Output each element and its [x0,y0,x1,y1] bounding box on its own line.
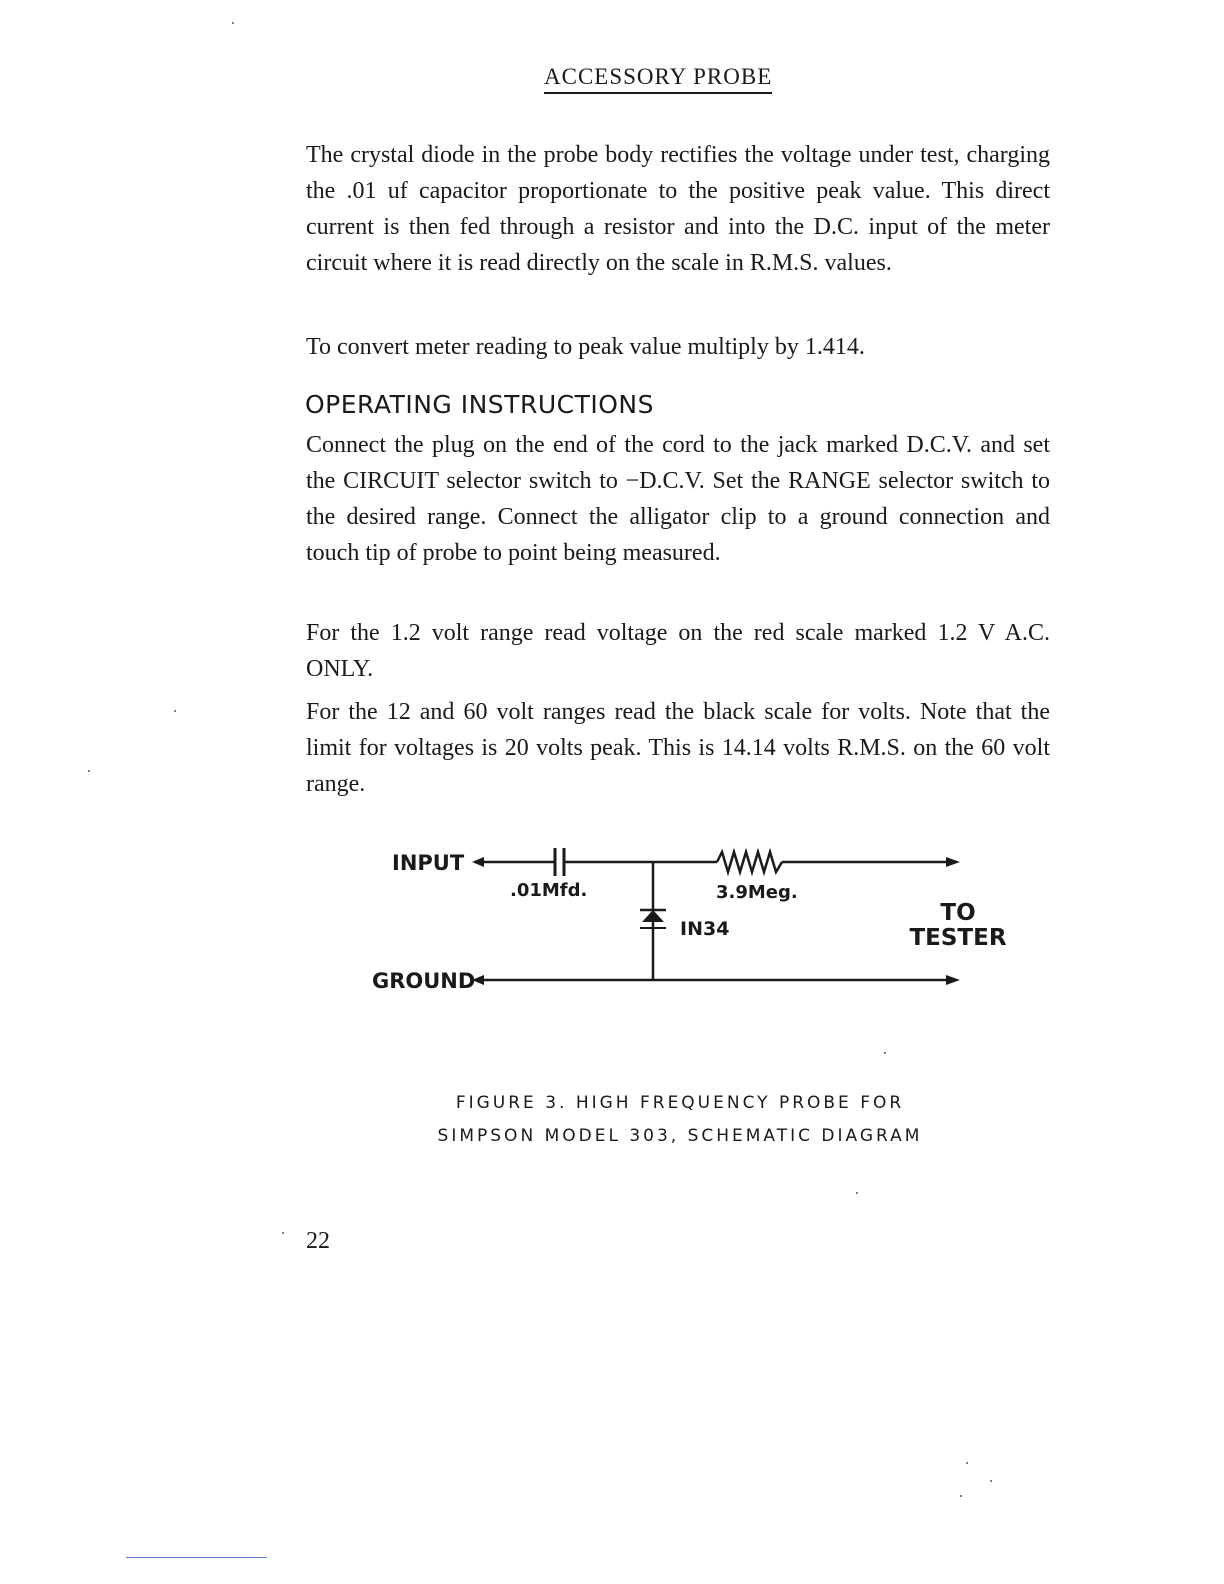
schematic-diagram [360,840,1020,1010]
diode-label: IN34 [680,918,730,940]
section-heading: OPERATING INSTRUCTIONS [305,390,654,419]
scan-speck [174,710,176,712]
instruction-paragraph-connect: Connect the plug on the end of the cord to the jack marked D.C.V. and set the CIRCUIT selector switch to −D.C.V. Set the RANGE selector switch to the desired range. Connect the alligator clip to a ground connection and touch tip of probe to point being measured. [306,432,1050,566]
page-number: 22 [306,1228,330,1254]
scan-speck [960,1495,962,1497]
scan-speck [990,1480,992,1482]
resistor-symbol [717,852,782,872]
figure-caption-line-2: SIMPSON MODEL 303, SCHEMATIC DIAGRAM [437,1126,923,1146]
scan-speck [88,770,90,772]
capacitor-label: .01Mfd. [510,880,588,901]
resistor-label: 3.9Meg. [716,882,798,903]
conversion-paragraph: To convert meter reading to peak value multiply by 1.414. [306,334,865,360]
scan-speck [282,1232,284,1234]
ground-label: GROUND [372,969,476,993]
scan-speck [856,1192,858,1194]
scan-edge-line [126,1557,267,1558]
output-ground-arrow-icon [946,975,960,985]
figure-caption-line-1: FIGURE 3. HIGH FREQUENCY PROBE FOR [455,1093,905,1113]
instruction-paragraph-low-range: For the 1.2 volt range read voltage on the red scale marked 1.2 V A.C. ONLY. [306,620,1050,682]
output-label-tester: TESTER [909,925,1007,951]
scan-speck [966,1462,968,1464]
diode-triangle [642,910,664,922]
input-label: INPUT [392,851,465,875]
output-label-to: TO [940,900,976,926]
output-top-arrow-icon [946,857,960,867]
intro-paragraph: The crystal diode in the probe body rectifies the voltage under test, charging the .01 uf capacitor proportionate to the positive peak value. This direct current is then fed through a resistor and into the D.C. input of the meter circuit where it is read directly on the scale in R.M.S. values. [306,142,1050,276]
scan-speck [884,1052,886,1054]
scan-speck [232,22,234,24]
page-title: ACCESSORY PROBE [544,64,772,94]
instruction-paragraph-high-range: For the 12 and 60 volt ranges read the black scale for volts. Note that the limit for voltages is 20 volts peak. This is 14.14 volts R.M.S. on the 60 volt range. [306,699,1050,797]
